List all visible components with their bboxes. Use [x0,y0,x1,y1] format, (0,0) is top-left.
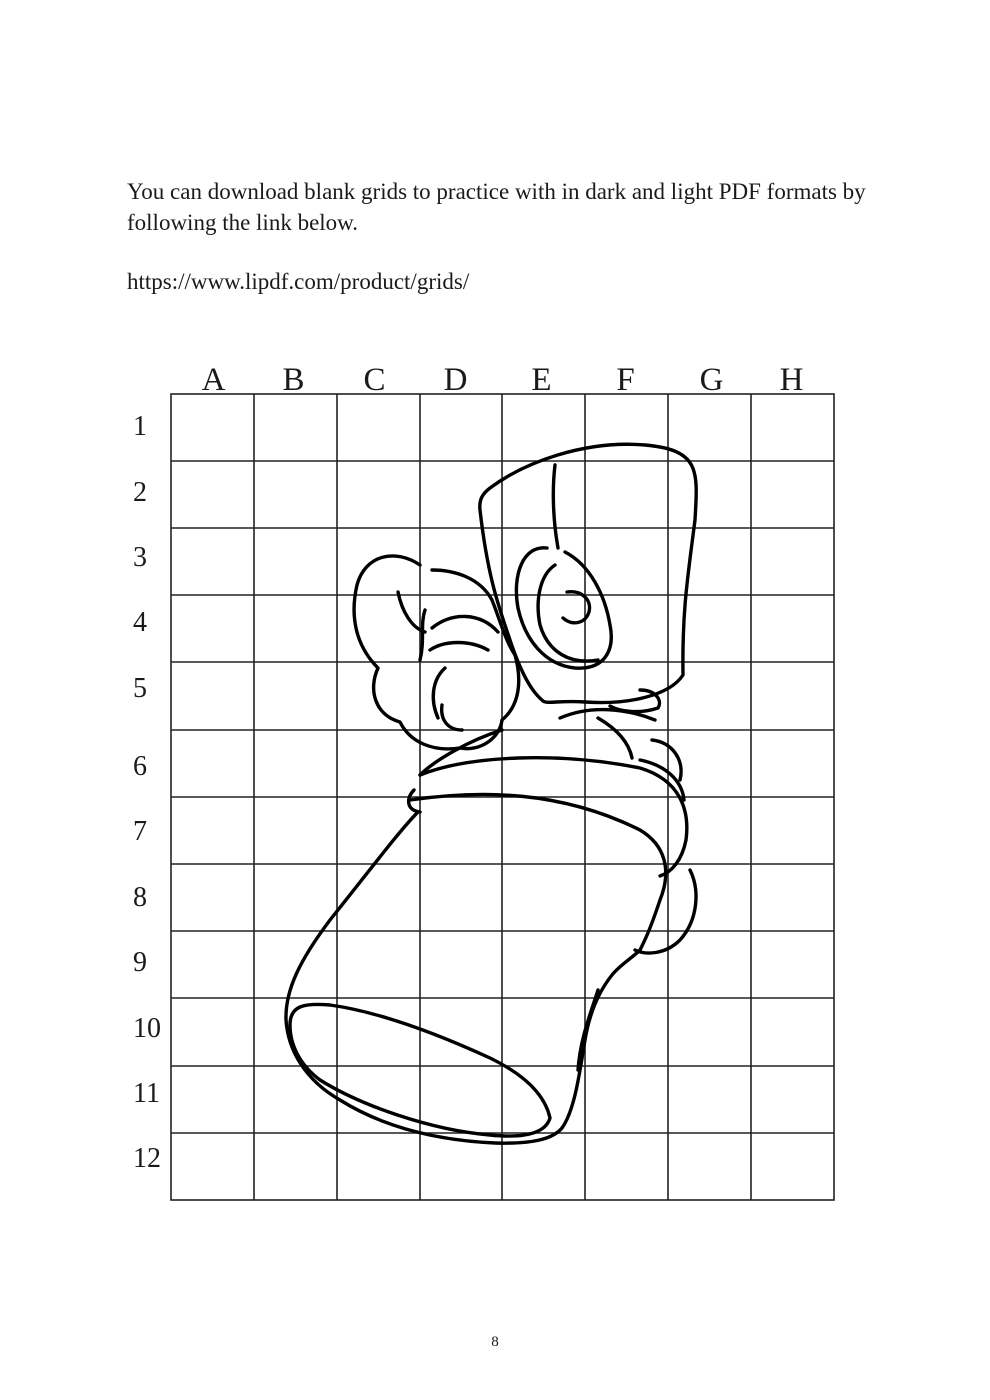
row-label-4: 4 [133,607,147,638]
intro-paragraph: You can download blank grids to practice with in dark and light PDF formats by following the link below. [127,179,866,235]
page-number: 8 [491,1334,499,1350]
row-label-8: 8 [133,882,147,913]
row-label-3: 3 [133,542,147,573]
download-link[interactable]: https://www.lipdf.com/product/grids/ [127,269,470,294]
row-label-10: 10 [133,1013,161,1044]
column-label-d: D [443,362,468,398]
row-label-1: 1 [133,411,147,442]
row-label-6: 6 [133,751,147,782]
row-label-9: 9 [133,947,147,978]
row-label-5: 5 [133,673,147,704]
row-label-2: 2 [133,477,147,508]
pen-drawing-icon [286,444,696,1143]
column-label-b: B [282,362,305,398]
row-label-7: 7 [133,816,147,847]
column-label-c: C [363,362,386,398]
column-label-h: H [779,362,804,398]
column-label-g: G [699,362,724,398]
row-label-11: 11 [133,1078,160,1109]
column-label-f: F [616,362,635,398]
column-label-e: E [531,362,552,398]
column-label-a: A [201,362,226,398]
row-label-12: 12 [133,1143,161,1174]
grid-lines [171,394,834,1200]
